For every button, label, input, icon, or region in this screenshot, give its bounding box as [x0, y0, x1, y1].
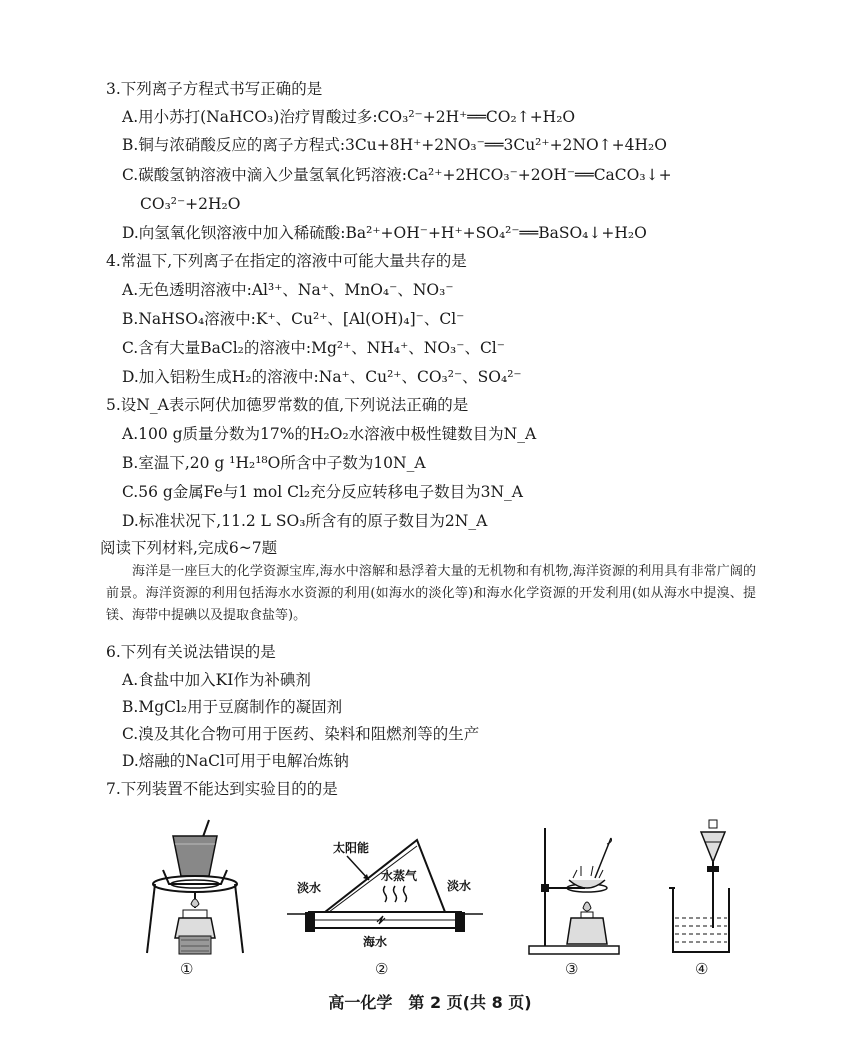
figure-label-3: ③ — [565, 960, 579, 978]
fig2-fresh-left: 淡水 — [297, 881, 322, 895]
figure-label-4: ④ — [695, 960, 709, 978]
q5-option-a: A.100 g质量分数为17%的H₂O₂水溶液中极性键数目为N_A — [122, 425, 537, 443]
q5-option-d: D.标准状况下,11.2 L SO₃所含有的原子数目为2N_A — [122, 512, 488, 530]
q3-option-c-cont: CO₃²⁻+2H₂O — [140, 195, 241, 213]
figure-3-evaporation — [525, 818, 625, 958]
q3-option-d: D.向氢氧化钡溶液中加入稀硫酸:Ba²⁺+OH⁻+H⁺+SO₄²⁻══BaSO₄↓+H₂O — [122, 224, 647, 242]
q6-option-c: C.溴及其化合物可用于医药、染料和阻燃剂等的生产 — [122, 725, 480, 743]
q5-option-b: B.室温下,20 g ¹H₂¹⁸O所含中子数为10N_A — [122, 454, 426, 472]
q4-option-b: B.NaHSO₄溶液中:K⁺、Cu²⁺、[Al(OH)₄]⁻、Cl⁻ — [122, 310, 465, 328]
q7-stem: 7.下列装置不能达到实验目的的是 — [106, 780, 338, 798]
fig2-vapor-label: 水蒸气 — [381, 869, 418, 883]
reading-passage: 海洋是一座巨大的化学资源宝库,海水中溶解和悬浮着大量的无机物和有机物,海洋资源的利用具有非常广阔的前景。海洋资源的利用包括海水水资源的利用(如海水的淡化等)和海水化学资源的开发利用(如从海水中提溴、提镁、海带中提碘以及提取食盐等)。 — [106, 564, 756, 623]
q3-option-b: B.铜与浓硝酸反应的离子方程式:3Cu+8H⁺+2NO₃⁻══3Cu²⁺+2NO↑+4H₂O — [122, 136, 667, 154]
page-footer: 高一化学 第 2 页(共 8 页) — [328, 993, 532, 1012]
q3-stem: 3.下列离子方程式书写正确的是 — [106, 80, 323, 98]
fig2-fresh-right: 淡水 — [447, 879, 472, 893]
figure-1-crucible-heating — [135, 818, 245, 958]
q5-stem: 5.设N_A表示阿伏加德罗常数的值,下列说法正确的是 — [106, 396, 469, 414]
q4-stem: 4.常温下,下列离子在指定的溶液中可能大量共存的是 — [106, 252, 467, 270]
q6-option-d: D.熔融的NaCl可用于电解冶炼钠 — [122, 752, 349, 770]
fig2-solar-label: 太阳能 — [333, 841, 370, 855]
figure-2-solar-still — [285, 818, 485, 958]
q5-option-c: C.56 g金属Fe与1 mol Cl₂充分反应转移电子数目为3N_A — [122, 483, 523, 501]
q4-option-d: D.加入铝粉生成H₂的溶液中:Na⁺、Cu²⁺、CO₃²⁻、SO₄²⁻ — [122, 368, 522, 386]
figure-label-2: ② — [375, 960, 389, 978]
fig2-seawater-label: 海水 — [363, 935, 388, 949]
q6-stem: 6.下列有关说法错误的是 — [106, 643, 276, 661]
figure-4-separatory-funnel — [665, 818, 745, 958]
reading-heading: 阅读下列材料,完成6~7题 — [100, 539, 278, 557]
q4-option-a: A.无色透明溶液中:Al³⁺、Na⁺、MnO₄⁻、NO₃⁻ — [122, 281, 454, 299]
q3-option-a: A.用小苏打(NaHCO₃)治疗胃酸过多:CO₃²⁻+2H⁺══CO₂↑+H₂O — [122, 108, 576, 126]
q6-option-b: B.MgCl₂用于豆腐制作的凝固剂 — [122, 698, 343, 716]
q6-option-a: A.食盐中加入KI作为补碘剂 — [122, 671, 311, 689]
figure-label-1: ① — [180, 960, 194, 978]
q3-option-c: C.碳酸氢钠溶液中滴入少量氢氧化钙溶液:Ca²⁺+2HCO₃⁻+2OH⁻══CaCO₃↓+ — [122, 166, 672, 184]
q4-option-c: C.含有大量BaCl₂的溶液中:Mg²⁺、NH₄⁺、NO₃⁻、Cl⁻ — [122, 339, 505, 357]
